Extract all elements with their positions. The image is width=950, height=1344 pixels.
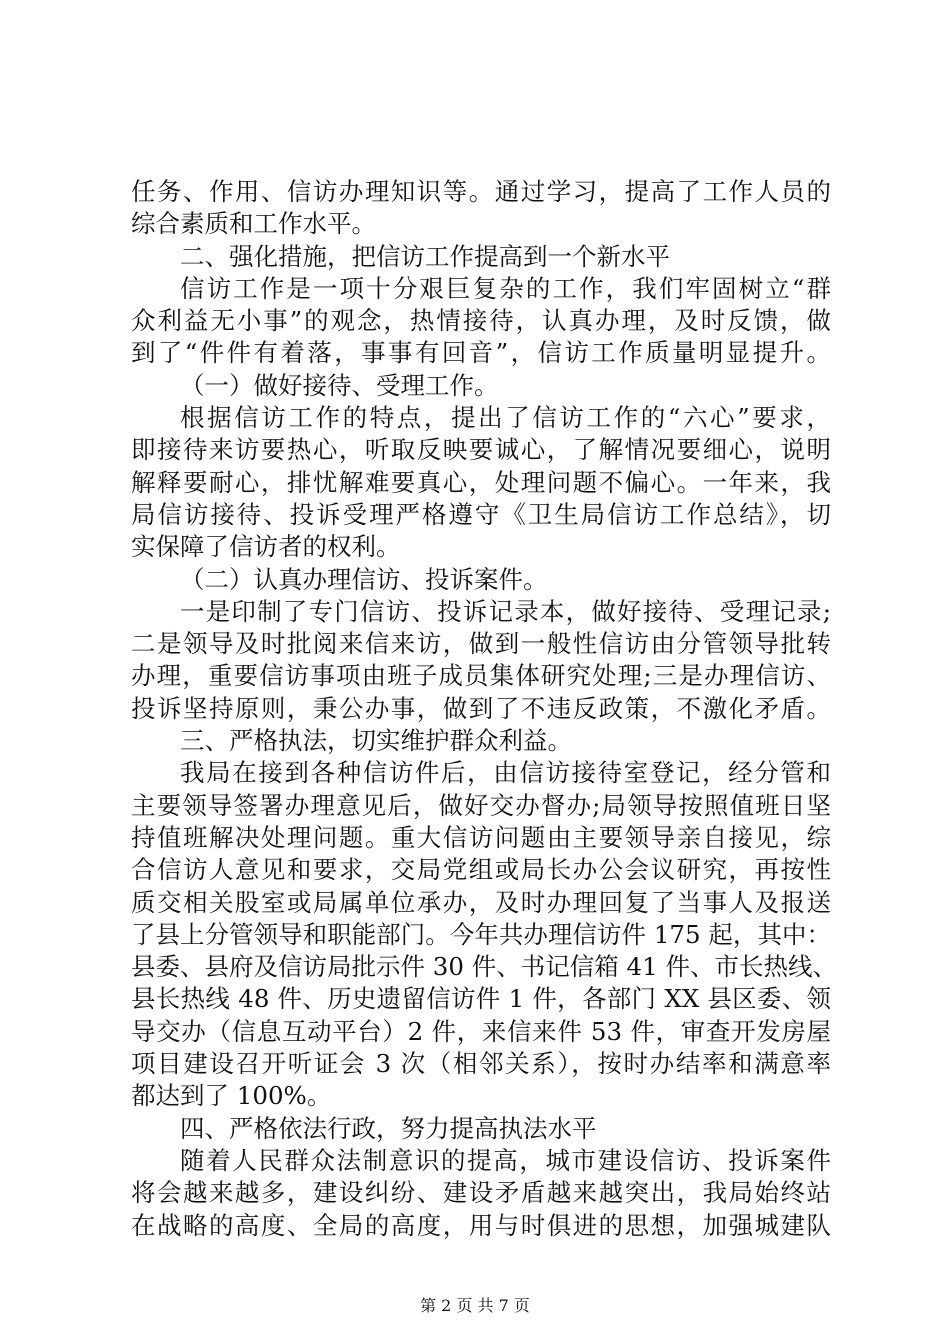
text-line: 在战略的高度、全局的高度，用与时俱进的思想，加强城建队 bbox=[131, 1210, 831, 1240]
text-line: 都达到了 100%。 bbox=[131, 1081, 332, 1111]
text-line: 众利益无小事”的观念，热情接待，认真办理，及时反馈，做 bbox=[131, 306, 831, 336]
text-line: 质交相关股室或局属单位承办，及时办理回复了当事人及报送 bbox=[131, 887, 831, 917]
text-line: （一）做好接待、受理工作。 bbox=[180, 370, 499, 400]
text-line: 主要领导签署办理意见后，做好交办督办;局领导按照值班日坚 bbox=[131, 790, 831, 820]
page-footer: 第 2 页 共 7 页 bbox=[420, 1296, 530, 1315]
text-line: 办理，重要信访事项由班子成员集体研究处理;三是办理信访、 bbox=[131, 661, 831, 691]
text-line: 综合素质和工作水平。 bbox=[131, 209, 376, 239]
text-line: 了县上分管领导和职能部门。今年共办理信访件 175 起，其中： bbox=[131, 919, 831, 949]
text-line: 实保障了信访者的权利。 bbox=[131, 532, 401, 562]
text-line: 投诉坚持原则，秉公办事，做到了不违反政策，不激化矛盾。 bbox=[131, 693, 831, 723]
text-line: 项目建设召开听证会 3 次（相邻关系），按时办结率和满意率 bbox=[131, 1049, 831, 1079]
text-line: 持值班解决处理问题。重大信访问题由主要领导亲自接见，综 bbox=[131, 822, 831, 852]
text-line: 四、严格依法行政，努力提高执法水平 bbox=[180, 1113, 597, 1143]
text-line: 二、强化措施，把信访工作提高到一个新水平 bbox=[180, 241, 670, 271]
text-line: 局信访接待、投诉受理严格遵守《卫生局信访工作总结》，切 bbox=[131, 499, 831, 529]
text-line: 根据信访工作的特点，提出了信访工作的“六心”要求， bbox=[180, 403, 831, 433]
text-line: 随着人民群众法制意识的提高，城市建设信访、投诉案件 bbox=[180, 1145, 831, 1175]
document-body bbox=[131, 176, 837, 1242]
text-line: 县委、县府及信访局批示件 30 件、书记信箱 41 件、市长热线、 bbox=[131, 952, 837, 982]
text-line: （二）认真办理信访、投诉案件。 bbox=[180, 564, 548, 594]
text-line: 我局在接到各种信访件后，由信访接待室登记，经分管和 bbox=[180, 758, 831, 788]
text-line: 任务、作用、信访办理知识等。通过学习，提高了工作人员的 bbox=[131, 177, 831, 206]
text-line: 即接待来访要热心，听取反映要诚心，了解情况要细心，说明 bbox=[131, 435, 831, 465]
text-line: 三、严格执法，切实维护群众利益。 bbox=[180, 726, 572, 756]
text-line: 一是印制了专门信访、投诉记录本，做好接待、受理记录; bbox=[180, 596, 831, 626]
text-line: 将会越来越多，建设纠纷、建设矛盾越来越突出，我局始终站 bbox=[131, 1178, 831, 1208]
text-line: 县长热线 48 件、历史遗留信访件 1 件，各部门 XX 县区委、领 bbox=[131, 984, 831, 1014]
text-line: 二是领导及时批阅来信来访，做到一般性信访由分管领导批转 bbox=[131, 629, 831, 659]
text-line: 导交办（信息互动平台）2 件，来信来件 53 件，审查开发房屋 bbox=[131, 1016, 831, 1046]
text-line: 解释要耐心，排忧解难要真心，处理问题不偏心。一年来，我 bbox=[131, 467, 831, 497]
text-line: 到了“件件有着落，事事有回音”，信访工作质量明显提升。 bbox=[131, 338, 831, 368]
text-line: 信访工作是一项十分艰巨复杂的工作，我们牢固树立“群 bbox=[180, 273, 831, 303]
text-line: 合信访人意见和要求，交局党组或局长办公会议研究，再按性 bbox=[131, 855, 831, 885]
